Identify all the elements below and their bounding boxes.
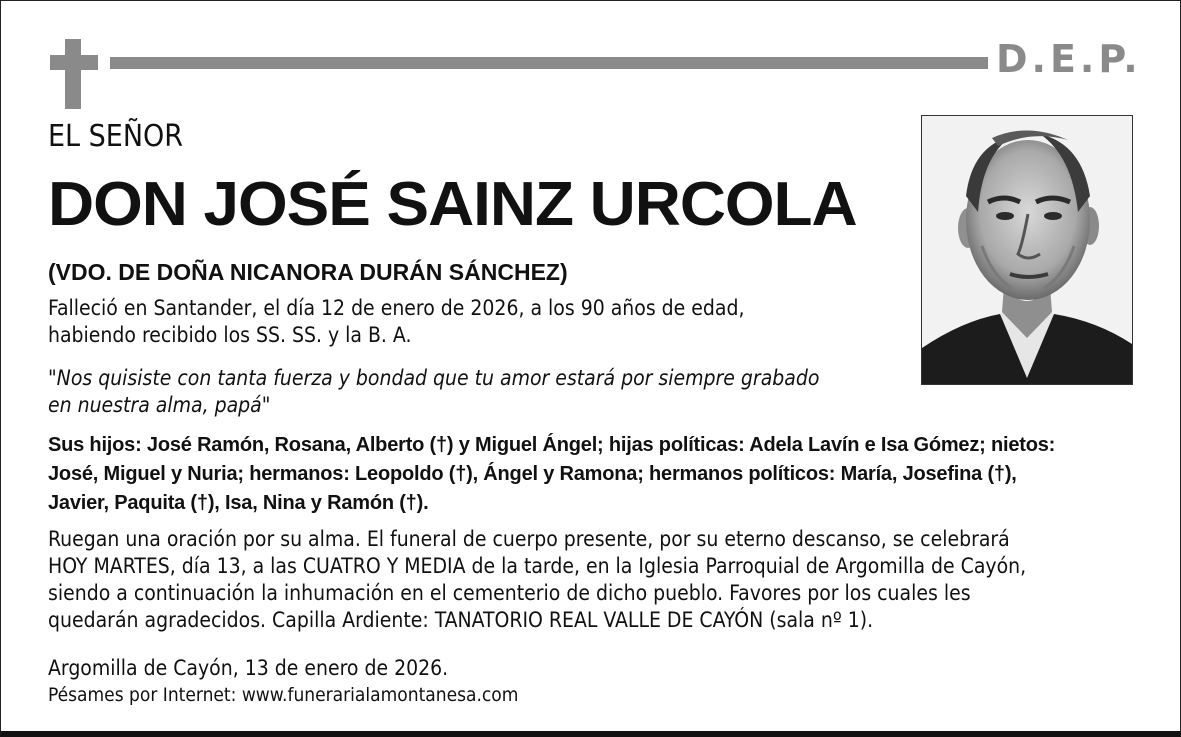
funeral-details	[48, 526, 1026, 634]
place-date: Argomilla de Cayón, 13 de enero de 2026.	[48, 656, 449, 680]
closing-block	[48, 655, 518, 708]
header-rule	[110, 57, 988, 69]
funeral-line: HOY MARTES, día 13, a las CUATRO Y MEDIA de la tarde, en la Iglesia Parroquial de Argomilla de Cayón,	[48, 554, 1027, 578]
portrait-photo	[921, 115, 1133, 385]
widow-of: (VDO. DE DOÑA NICANORA DURÁN SÁNCHEZ)	[48, 259, 568, 285]
dep-label: D.E.P.	[996, 37, 1142, 81]
funeral-line: quedarán agradecidos. Capilla Ardiente: TANATORIO REAL VALLE DE CAYÓN (sala nº 1).	[48, 608, 874, 632]
portrait-illustration	[922, 116, 1132, 384]
family-quote	[48, 365, 819, 419]
quote-line: "Nos quisiste con tanta fuerza y bondad que tu amor estará por siempre grabado	[48, 366, 820, 390]
family-line: Sus hijos: José Ramón, Rosana, Alberto (†) y Miguel Ángel; hijas políticas: Adela Lavín e Isa Gómez; nietos:	[48, 434, 1056, 456]
family-list	[48, 431, 1055, 518]
cross-icon	[65, 39, 81, 109]
honorific: EL SEÑOR	[48, 119, 184, 154]
death-notice	[48, 295, 745, 349]
death-line: Falleció en Santander, el día 12 de enero de 2026, a los 90 años de edad,	[48, 296, 745, 320]
death-line: habiendo recibido los SS. SS. y la B. A.	[48, 323, 412, 347]
quote-line: en nuestra alma, papá"	[48, 393, 271, 417]
cross-icon-bar	[50, 55, 98, 70]
funeral-line: Ruegan una oración por su alma. El funeral de cuerpo presente, por su eterno descanso, se celebrará	[48, 527, 1010, 551]
family-line: José, Miguel y Nuria; hermanos: Leopoldo (†), Ángel y Ramona; hermanos políticos: María, Josefina (†),	[48, 463, 1017, 485]
deceased-name: DON JOSÉ SAINZ URCOLA	[48, 170, 857, 239]
family-line: Javier, Paquita (†), Isa, Nina y Ramón (†).	[48, 492, 429, 514]
internet-condolences: Pésames por Internet: www.funerarialamontanesa.com	[48, 684, 519, 706]
funeral-line: siendo a continuación la inhumación en el cementerio de dicho pueblo. Favores por los cuales les	[48, 581, 971, 605]
